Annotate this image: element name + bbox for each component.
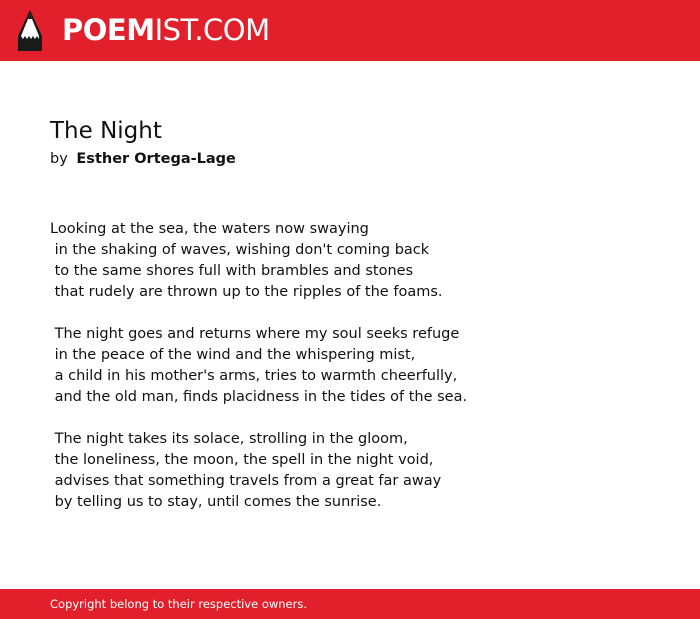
pencil-tip-icon[interactable]	[18, 10, 42, 51]
site-footer	[0, 589, 700, 619]
logo-brand-light: IST.COM	[154, 13, 270, 47]
by-label: by	[50, 151, 68, 167]
poem-byline	[50, 150, 236, 168]
site-logo-link[interactable]	[62, 13, 270, 47]
site-header	[0, 0, 700, 61]
poem-title: The Night	[50, 118, 162, 144]
logo-brand-bold: POEM	[62, 13, 155, 47]
poem-text: Looking at the sea, the waters now swaying in the shaking of waves, wishing don't coming back to the same shores full with brambles and stones that rudely are thrown up to the ripples of the foams. The night goes and returns where my soul seeks refuge in the peace of the wind and the whispering mist, a child in his mother's arms, tries to warmth cheerfully, and the old man, finds placidness in the tides of the sea. The night takes its solace, strolling in the gloom, the loneliness, the moon, the spell in the night void, advises that something travels from a great far away by telling us to stay, until comes the sunrise.	[50, 221, 468, 510]
copyright-text: Copyright belong to their respective owners.	[50, 597, 308, 611]
author-name[interactable]: Esther Ortega-Lage	[76, 151, 236, 167]
